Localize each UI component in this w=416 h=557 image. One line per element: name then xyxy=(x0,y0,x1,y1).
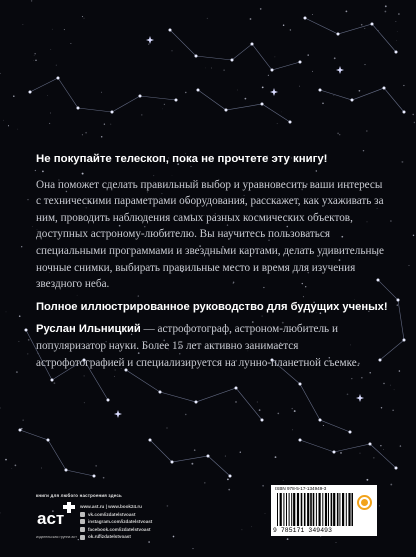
background-star xyxy=(21,246,22,247)
barcode xyxy=(277,493,353,526)
background-star xyxy=(23,420,24,421)
background-star xyxy=(390,484,392,486)
bright-star xyxy=(114,410,122,418)
background-star xyxy=(340,452,342,454)
constellation-star xyxy=(235,387,238,390)
background-star xyxy=(148,44,149,45)
background-star xyxy=(18,341,19,342)
background-star xyxy=(257,402,258,403)
constellation-line xyxy=(300,440,396,468)
tagline: Полное иллюстрированное руководство для будущих ученых! xyxy=(36,300,388,313)
background-star xyxy=(394,389,395,390)
background-star xyxy=(379,505,380,506)
background-star xyxy=(0,407,1,408)
constellation-star xyxy=(261,103,264,106)
background-star xyxy=(104,124,105,125)
background-star xyxy=(34,55,35,56)
constellation-star xyxy=(231,59,234,62)
barcode-bar xyxy=(337,493,339,526)
constellation-star xyxy=(197,89,200,92)
background-star xyxy=(265,513,266,514)
background-star xyxy=(167,428,168,429)
background-star xyxy=(259,409,261,411)
barcode-bar xyxy=(310,493,312,526)
constellation-star xyxy=(395,467,398,470)
publisher-logo xyxy=(36,502,76,532)
background-star xyxy=(396,40,397,41)
background-star xyxy=(275,456,277,458)
background-star xyxy=(6,312,7,313)
barcode-bar xyxy=(277,493,278,526)
background-star xyxy=(250,18,252,20)
background-star xyxy=(16,371,18,373)
background-star xyxy=(245,98,247,100)
barcode-bar xyxy=(331,493,333,526)
link-ok[interactable]: ok.ru/izdatelstvoast xyxy=(80,533,152,541)
background-star xyxy=(164,104,165,105)
background-star xyxy=(27,199,28,200)
constellation-line xyxy=(320,88,404,112)
constellation-star xyxy=(337,33,340,36)
background-star xyxy=(223,69,224,70)
constellation-star xyxy=(251,43,254,46)
constellation-star xyxy=(299,383,302,386)
background-star xyxy=(336,542,337,543)
background-star xyxy=(287,538,289,540)
background-star xyxy=(299,86,300,87)
publisher-slogan: книги для любого настроения здесь xyxy=(36,493,122,498)
constellation-star xyxy=(107,399,110,402)
constellation-star xyxy=(261,419,264,422)
background-star xyxy=(392,410,393,411)
barcode-bar xyxy=(348,493,350,526)
barcode-bar xyxy=(301,493,303,526)
background-star xyxy=(381,407,382,408)
barcode-panel xyxy=(271,485,377,536)
barcode-number: 9 785171 349493 xyxy=(273,527,333,534)
background-star xyxy=(240,452,241,453)
background-star xyxy=(32,226,33,227)
background-star xyxy=(167,505,169,507)
link-vk[interactable]: vk.com/izdatelstvoast xyxy=(80,511,152,519)
author-name: Руслан Ильницкий xyxy=(36,323,141,336)
constellation-line xyxy=(198,90,290,122)
background-star xyxy=(225,456,226,457)
background-star xyxy=(47,95,48,96)
background-star xyxy=(241,529,242,530)
background-star xyxy=(23,24,24,25)
background-star xyxy=(228,489,230,491)
background-star xyxy=(173,536,175,538)
barcode-bar xyxy=(313,493,315,526)
ok-icon xyxy=(80,535,85,540)
background-star xyxy=(11,468,12,469)
background-star xyxy=(54,382,56,384)
constellation-star xyxy=(319,89,322,92)
constellation-line xyxy=(170,30,300,70)
background-star xyxy=(347,394,349,396)
barcode-bar xyxy=(297,493,299,526)
background-star xyxy=(383,449,384,450)
background-star xyxy=(8,125,9,126)
background-star xyxy=(400,445,401,446)
constellation-star xyxy=(29,91,32,94)
constellation-star xyxy=(349,431,352,434)
background-star xyxy=(312,14,313,15)
background-star xyxy=(82,134,83,135)
background-star xyxy=(268,75,269,76)
background-star xyxy=(211,68,212,69)
constellation-star xyxy=(383,87,386,90)
constellation-line xyxy=(150,440,230,476)
background-star xyxy=(237,90,238,91)
background-star xyxy=(204,482,205,483)
background-star xyxy=(373,457,374,458)
background-star xyxy=(35,59,37,61)
constellation-star xyxy=(57,77,60,80)
background-star xyxy=(21,428,22,429)
constellation-star xyxy=(403,339,406,342)
barcode-bar xyxy=(339,493,340,526)
constellation-star xyxy=(159,391,162,394)
background-star xyxy=(292,408,293,409)
background-star xyxy=(194,449,196,451)
background-star xyxy=(281,112,282,113)
constellation-star xyxy=(93,475,96,478)
constellation-star xyxy=(19,429,22,432)
background-star xyxy=(110,124,111,125)
constellation-star xyxy=(149,439,152,442)
constellation-star xyxy=(111,111,114,114)
constellation-star xyxy=(319,419,322,422)
barcode-bar xyxy=(291,493,292,526)
background-star xyxy=(361,24,363,26)
background-star xyxy=(385,5,387,7)
constellation-star xyxy=(51,379,54,382)
background-star xyxy=(84,402,85,403)
background-star xyxy=(103,477,105,479)
background-star xyxy=(359,90,361,92)
background-star xyxy=(15,465,17,467)
bright-star xyxy=(356,394,364,402)
background-star xyxy=(114,376,115,377)
constellation-star xyxy=(25,329,28,332)
constellation-star xyxy=(195,401,198,404)
background-star xyxy=(52,29,53,30)
constellation-star xyxy=(397,299,400,302)
background-star xyxy=(49,123,50,124)
constellation-star xyxy=(271,69,274,72)
background-star xyxy=(96,465,97,466)
background-star xyxy=(185,92,186,93)
barcode-bar xyxy=(342,493,344,526)
background-star xyxy=(33,60,34,61)
background-star xyxy=(401,161,403,163)
constellation-line xyxy=(305,18,396,52)
background-star xyxy=(162,109,163,110)
background-star xyxy=(283,480,284,481)
background-star xyxy=(334,57,336,59)
background-star xyxy=(235,401,236,402)
barcode-bar xyxy=(307,493,309,526)
background-star xyxy=(399,370,401,372)
background-star xyxy=(205,68,206,69)
barcode-bar xyxy=(346,493,347,526)
background-star xyxy=(360,453,361,454)
background-star xyxy=(28,339,30,341)
background-star xyxy=(397,31,398,32)
barcode-bar xyxy=(286,493,287,526)
background-star xyxy=(398,13,400,15)
background-star xyxy=(366,130,367,131)
publisher-links xyxy=(80,503,152,541)
background-star xyxy=(3,120,4,121)
background-star xyxy=(390,385,391,386)
background-star xyxy=(31,0,32,1)
background-star xyxy=(251,526,252,527)
constellation-star xyxy=(299,61,302,64)
background-star xyxy=(141,114,142,115)
background-star xyxy=(262,87,264,89)
background-star xyxy=(409,265,410,266)
constellation-star xyxy=(77,107,80,110)
constellation-star xyxy=(229,475,232,478)
background-star xyxy=(64,29,65,30)
constellation-star xyxy=(65,469,68,472)
constellation-star xyxy=(139,95,142,98)
constellation-star xyxy=(333,451,336,454)
constellation-star xyxy=(195,55,198,58)
back-cover-text xyxy=(36,151,388,371)
background-star xyxy=(51,49,52,50)
background-star xyxy=(84,375,85,376)
constellation-star xyxy=(207,455,210,458)
background-star xyxy=(397,304,398,305)
background-star xyxy=(312,71,313,72)
constellation-star xyxy=(175,99,178,102)
barcode-bar xyxy=(319,493,321,526)
background-star xyxy=(307,54,308,55)
background-star xyxy=(185,414,186,415)
constellation-star xyxy=(304,17,307,20)
background-star xyxy=(70,43,71,44)
background-star xyxy=(322,102,324,104)
constellation-star xyxy=(371,23,374,26)
background-star xyxy=(277,413,279,415)
background-star xyxy=(17,129,18,130)
link-facebook[interactable]: facebook.com/izdatelstvoast xyxy=(80,526,152,534)
barcode-bar xyxy=(280,493,282,526)
background-star xyxy=(290,29,291,30)
background-star xyxy=(13,95,15,97)
barcode-bar xyxy=(283,493,284,526)
barcode-bar xyxy=(352,493,354,526)
constellation-star xyxy=(299,439,302,442)
background-star xyxy=(41,468,42,469)
background-star xyxy=(413,235,414,236)
background-star xyxy=(334,95,335,96)
constellation-star xyxy=(403,111,406,114)
background-star xyxy=(101,136,103,138)
background-star xyxy=(339,134,340,135)
barcode-bar xyxy=(289,493,290,526)
background-star xyxy=(227,479,229,481)
background-star xyxy=(27,353,28,354)
background-star xyxy=(207,18,208,19)
background-star xyxy=(292,429,293,430)
constellation-line xyxy=(126,370,262,420)
background-star xyxy=(260,8,262,10)
background-star xyxy=(275,57,276,58)
author-paragraph xyxy=(36,321,388,371)
background-star xyxy=(191,463,193,465)
background-star xyxy=(414,122,415,123)
publisher-caption: издательская группа аст xyxy=(36,535,77,539)
constellation-line xyxy=(20,430,94,476)
constellation-star xyxy=(395,51,398,54)
background-star xyxy=(85,132,87,134)
background-star xyxy=(383,383,384,384)
barcode-bar xyxy=(304,493,306,526)
background-star xyxy=(385,11,387,13)
background-star xyxy=(369,372,370,373)
barcode-bar xyxy=(322,493,323,526)
background-star xyxy=(346,11,348,13)
background-star xyxy=(78,539,79,540)
constellation-star xyxy=(369,443,372,446)
background-star xyxy=(262,485,264,487)
constellation-star xyxy=(169,29,172,32)
background-star xyxy=(35,53,36,54)
background-star xyxy=(19,315,21,317)
vk-icon xyxy=(80,512,85,517)
background-star xyxy=(380,445,381,446)
background-star xyxy=(365,64,366,65)
barcode-bar xyxy=(293,493,295,526)
background-star xyxy=(192,548,193,549)
link-website[interactable]: www.ast.ru | www.book24.ru xyxy=(80,504,142,509)
barcode-bar xyxy=(333,493,335,526)
barcode-bar xyxy=(328,493,329,526)
background-star xyxy=(403,85,404,86)
constellation-star xyxy=(289,121,292,124)
instagram-icon xyxy=(80,519,85,524)
headline: Не покупайте телескоп, пока не прочтете эту книгу! xyxy=(36,153,328,165)
background-star xyxy=(396,21,397,22)
svg-text:аст: аст xyxy=(37,509,65,528)
background-star xyxy=(172,50,173,51)
bright-star xyxy=(146,36,154,44)
background-star xyxy=(50,112,51,113)
barcode-bar xyxy=(325,493,327,526)
background-star xyxy=(351,378,352,379)
background-star xyxy=(82,16,83,17)
constellation-star xyxy=(225,109,228,112)
background-star xyxy=(101,92,102,93)
background-star xyxy=(56,65,57,66)
background-star xyxy=(84,18,85,19)
background-star xyxy=(413,114,414,115)
facebook-icon xyxy=(80,527,85,532)
link-instagram[interactable]: instagram.com/izdatelstvoast xyxy=(80,518,152,526)
author-bio: — астрофотограф, астроном-любитель и популяризатор науки. Более 15 лет активно занимается астрофотографией и специализируется на лунно-планетной съемке. xyxy=(36,323,360,369)
bright-star xyxy=(336,66,344,74)
barcode-bar xyxy=(316,493,317,526)
background-star xyxy=(148,541,150,543)
description-paragraph: Она поможет сделать правильный выбор и уравновесить ваши интересы с техническими параметрами оборудования, расскажет, как ухаживать за ним, проводить наблюдения самых разных космических объектов, доступных астроному-любителю. Вы научитесь пользоваться специальными программами и звездными картами, делать удивительные ночные снимки, выбирать правильные место и время для изучения звездного неба. xyxy=(36,178,384,291)
background-star xyxy=(323,425,324,426)
constellation-line xyxy=(30,78,176,112)
background-star xyxy=(283,25,284,26)
background-star xyxy=(361,377,362,378)
background-star xyxy=(390,220,392,222)
background-star xyxy=(0,73,1,74)
background-star xyxy=(364,28,365,29)
isbn-label: ISBN 978-5-17-134949-3 xyxy=(275,486,327,491)
bright-star xyxy=(270,88,278,96)
background-star xyxy=(366,479,368,481)
background-star xyxy=(294,410,296,412)
age-rating-icon xyxy=(357,495,372,510)
background-star xyxy=(5,459,7,461)
background-star xyxy=(277,123,278,124)
constellation-star xyxy=(351,99,354,102)
constellation-star xyxy=(47,439,50,442)
constellation-star xyxy=(171,461,174,464)
background-star xyxy=(337,133,339,135)
